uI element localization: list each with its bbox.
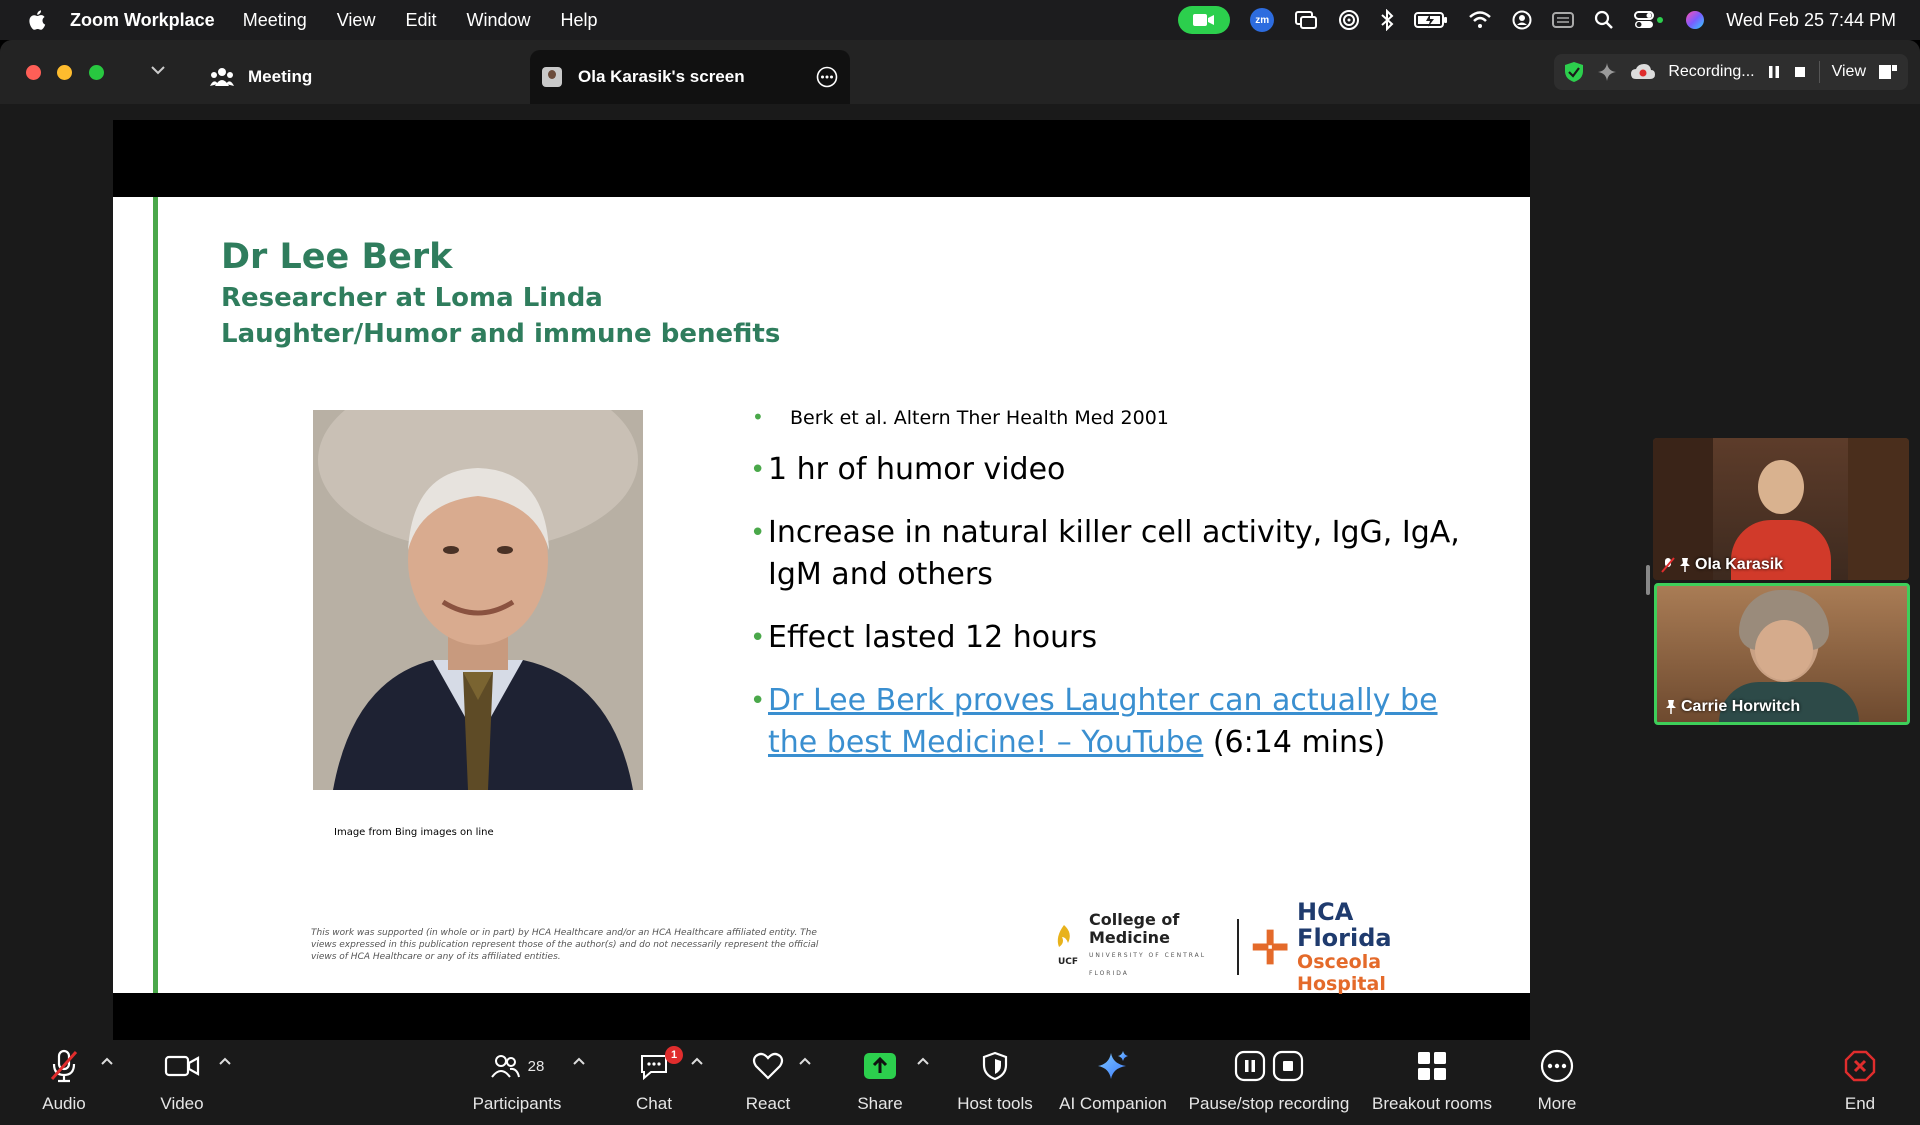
spotlight-search-icon[interactable] bbox=[1594, 10, 1614, 30]
ucf-wordmark: UCF bbox=[1057, 957, 1079, 967]
pause-stop-label: Pause/stop recording bbox=[1188, 1094, 1350, 1113]
video-options-caret-icon[interactable] bbox=[218, 1056, 232, 1066]
video-camera-icon bbox=[164, 1054, 200, 1078]
menu-view[interactable]: View bbox=[336, 9, 376, 30]
breakout-rooms-grid-icon bbox=[1416, 1050, 1448, 1082]
user-account-icon[interactable] bbox=[1512, 10, 1532, 30]
chat-label: Chat bbox=[636, 1094, 672, 1113]
breakout-rooms-button[interactable] bbox=[1372, 1040, 1492, 1125]
muted-microphone-icon bbox=[49, 1049, 79, 1083]
ucf-college-line: College of bbox=[1089, 910, 1180, 929]
ai-sparkle-icon[interactable] bbox=[1596, 61, 1618, 83]
more-label: More bbox=[1537, 1094, 1577, 1113]
menu-help[interactable]: Help bbox=[560, 9, 598, 30]
dr-berk-portrait-image bbox=[313, 410, 643, 790]
chat-options-caret-icon[interactable] bbox=[690, 1056, 704, 1066]
participant-name: Ola Karasik bbox=[1695, 556, 1784, 573]
pin-icon bbox=[1665, 699, 1677, 715]
zoom-video-status-icon[interactable] bbox=[1178, 6, 1230, 34]
menu-bar-clock[interactable]: Wed Feb 25 7:44 PM bbox=[1726, 9, 1896, 30]
pause-recording-icon[interactable] bbox=[1767, 65, 1781, 79]
menu-bar-status-area bbox=[1178, 0, 1896, 40]
ai-companion-sparkle-icon bbox=[1096, 1049, 1130, 1083]
share-screen-icon bbox=[863, 1051, 897, 1081]
pin-icon bbox=[1679, 557, 1691, 573]
ucf-university-line: UNIVERSITY OF CENTRAL FLORIDA bbox=[1089, 952, 1207, 977]
participants-icon bbox=[490, 1053, 520, 1079]
participants-label: Participants bbox=[472, 1094, 562, 1113]
chat-unread-badge: 1 bbox=[665, 1046, 683, 1064]
share-button[interactable] bbox=[850, 1040, 910, 1125]
slide-bullet-list bbox=[750, 407, 1470, 785]
sharer-avatar bbox=[542, 67, 562, 87]
more-dots-icon bbox=[1540, 1049, 1574, 1083]
host-tools-label: Host tools bbox=[957, 1094, 1033, 1113]
video-button[interactable] bbox=[152, 1040, 212, 1125]
bullet-nk-cell-activity: • Increase in natural killer cell activity, IgG, IgA, IgM and others bbox=[750, 512, 1470, 596]
apple-icon[interactable] bbox=[26, 8, 50, 32]
image-caption: Image from Bing images on line bbox=[334, 827, 494, 838]
sponsor-logos bbox=[1053, 898, 1453, 995]
participant-tile-ola-karasik[interactable] bbox=[1653, 438, 1909, 580]
participant-name: Carrie Horwitch bbox=[1681, 698, 1801, 715]
bullet-youtube-link bbox=[750, 680, 1470, 764]
react-label: React bbox=[745, 1094, 791, 1113]
logo-divider bbox=[1237, 919, 1239, 975]
recording-status-bar bbox=[1554, 54, 1908, 90]
end-call-icon bbox=[1844, 1050, 1876, 1082]
stop-icon bbox=[1272, 1050, 1304, 1082]
chat-button[interactable] bbox=[624, 1040, 684, 1125]
participant-face bbox=[1755, 620, 1813, 680]
slide-subtitle-1: Researcher at Loma Linda bbox=[221, 283, 603, 313]
view-menu-button[interactable]: View bbox=[1831, 63, 1866, 80]
menu-app-name[interactable]: Zoom Workplace bbox=[70, 9, 215, 30]
host-tools-button[interactable] bbox=[950, 1040, 1040, 1125]
bullet-effect-duration: • Effect lasted 12 hours bbox=[750, 617, 1470, 659]
tab-meeting-label: Meeting bbox=[248, 67, 313, 86]
gallery-scrollbar[interactable] bbox=[1646, 565, 1650, 595]
hca-florida-logo bbox=[1251, 899, 1453, 995]
audio-button[interactable] bbox=[34, 1040, 94, 1125]
control-center-icon[interactable] bbox=[1634, 10, 1664, 30]
pause-stop-recording-button[interactable] bbox=[1186, 1040, 1352, 1125]
menu-window[interactable]: Window bbox=[466, 9, 531, 30]
tab-shared-screen-label: Ola Karasik's screen bbox=[578, 67, 745, 86]
participant-name-label bbox=[1661, 556, 1783, 574]
video-label: Video bbox=[160, 1094, 204, 1113]
ai-companion-button[interactable] bbox=[1058, 1040, 1168, 1125]
audio-options-caret-icon[interactable] bbox=[100, 1056, 114, 1066]
security-shield-icon[interactable] bbox=[1564, 61, 1584, 83]
keyboard-input-icon[interactable] bbox=[1552, 11, 1574, 29]
muted-mic-icon bbox=[1661, 557, 1675, 573]
ucf-pegasus-icon bbox=[1053, 923, 1075, 953]
menu-meeting[interactable]: Meeting bbox=[242, 9, 307, 30]
more-button[interactable] bbox=[1527, 1040, 1587, 1125]
breakout-rooms-label: Breakout rooms bbox=[1372, 1094, 1492, 1113]
screen-mirroring-icon[interactable] bbox=[1294, 10, 1318, 30]
hca-cross-icon bbox=[1251, 925, 1289, 969]
react-options-caret-icon[interactable] bbox=[798, 1056, 812, 1066]
hca-hospital: Osceola Hospital bbox=[1297, 951, 1386, 995]
airdrop-icon[interactable] bbox=[1338, 9, 1360, 31]
slide-accent-bar bbox=[153, 197, 158, 993]
cloud-recording-icon bbox=[1630, 63, 1656, 81]
wifi-icon[interactable] bbox=[1468, 11, 1492, 29]
zoom-menu-icon[interactable]: zm bbox=[1250, 8, 1274, 32]
battery-icon[interactable] bbox=[1414, 11, 1448, 29]
slide-title: Dr Lee Berk bbox=[221, 237, 453, 277]
participants-group-icon bbox=[210, 66, 234, 88]
tab-meeting[interactable] bbox=[210, 50, 312, 104]
view-layout-icon[interactable] bbox=[1878, 63, 1898, 81]
pause-icon bbox=[1234, 1050, 1266, 1082]
ai-companion-label: AI Companion bbox=[1059, 1094, 1167, 1113]
heart-icon bbox=[752, 1052, 784, 1080]
presentation-slide bbox=[113, 197, 1530, 993]
participant-name-label bbox=[1665, 698, 1800, 716]
shield-icon bbox=[982, 1051, 1008, 1081]
more-options-icon[interactable] bbox=[816, 66, 838, 88]
end-label: End bbox=[1844, 1094, 1876, 1113]
audio-label: Audio bbox=[42, 1094, 86, 1113]
bookshelf-right bbox=[1848, 438, 1909, 580]
siri-icon[interactable] bbox=[1684, 9, 1706, 31]
funding-disclaimer: This work was supported (in whole or in part) by HCA Healthcare and/or an HCA Healthcare affiliated entity. The views expressed in this publication represent those of the author(s) and do not necessarily represent the official views of HCA Healthcare or any of its affiliated entities. bbox=[311, 928, 819, 962]
fullscreen-window-button[interactable] bbox=[89, 65, 104, 80]
participants-button[interactable] bbox=[470, 1040, 564, 1125]
shared-screen-view[interactable] bbox=[113, 120, 1530, 1042]
bullet-citation: • Berk et al. Altern Ther Health Med 2001 bbox=[770, 407, 1470, 429]
youtube-link[interactable]: Dr Lee Berk proves Laughter can actually be the best Medicine! – YouTube bbox=[768, 683, 1438, 760]
tab-shared-screen[interactable] bbox=[530, 50, 850, 104]
ucf-college-of-medicine-logo bbox=[1053, 911, 1225, 983]
window-title-bar bbox=[0, 40, 1920, 104]
participant-tile-carrie-horwitch[interactable] bbox=[1654, 583, 1910, 725]
divider bbox=[1819, 61, 1820, 83]
participants-count: 28 bbox=[527, 1057, 545, 1075]
react-button[interactable] bbox=[738, 1040, 798, 1125]
menu-edit[interactable]: Edit bbox=[405, 9, 437, 30]
meeting-controls-toolbar bbox=[0, 1040, 1920, 1125]
recording-label: Recording... bbox=[1668, 63, 1755, 80]
share-label: Share bbox=[857, 1094, 903, 1113]
share-options-caret-icon[interactable] bbox=[916, 1056, 930, 1066]
bluetooth-icon[interactable] bbox=[1380, 9, 1394, 31]
stop-recording-icon[interactable] bbox=[1793, 65, 1807, 79]
participant-head bbox=[1758, 460, 1804, 514]
ucf-medicine-line: Medicine bbox=[1089, 928, 1170, 947]
participants-options-caret-icon[interactable] bbox=[572, 1056, 586, 1066]
close-window-button[interactable] bbox=[26, 65, 41, 80]
macos-menu-bar bbox=[0, 0, 1920, 40]
minimize-window-button[interactable] bbox=[57, 65, 72, 80]
slide-subtitle-2: Laughter/Humor and immune benefits bbox=[221, 319, 781, 349]
video-duration: (6:14 mins) bbox=[1203, 725, 1386, 760]
chevron-down-icon[interactable] bbox=[150, 64, 166, 76]
hca-name: HCA Florida bbox=[1297, 898, 1392, 952]
end-meeting-button[interactable] bbox=[1830, 1040, 1890, 1125]
bullet-humor-video: • 1 hr of humor video bbox=[750, 449, 1470, 491]
